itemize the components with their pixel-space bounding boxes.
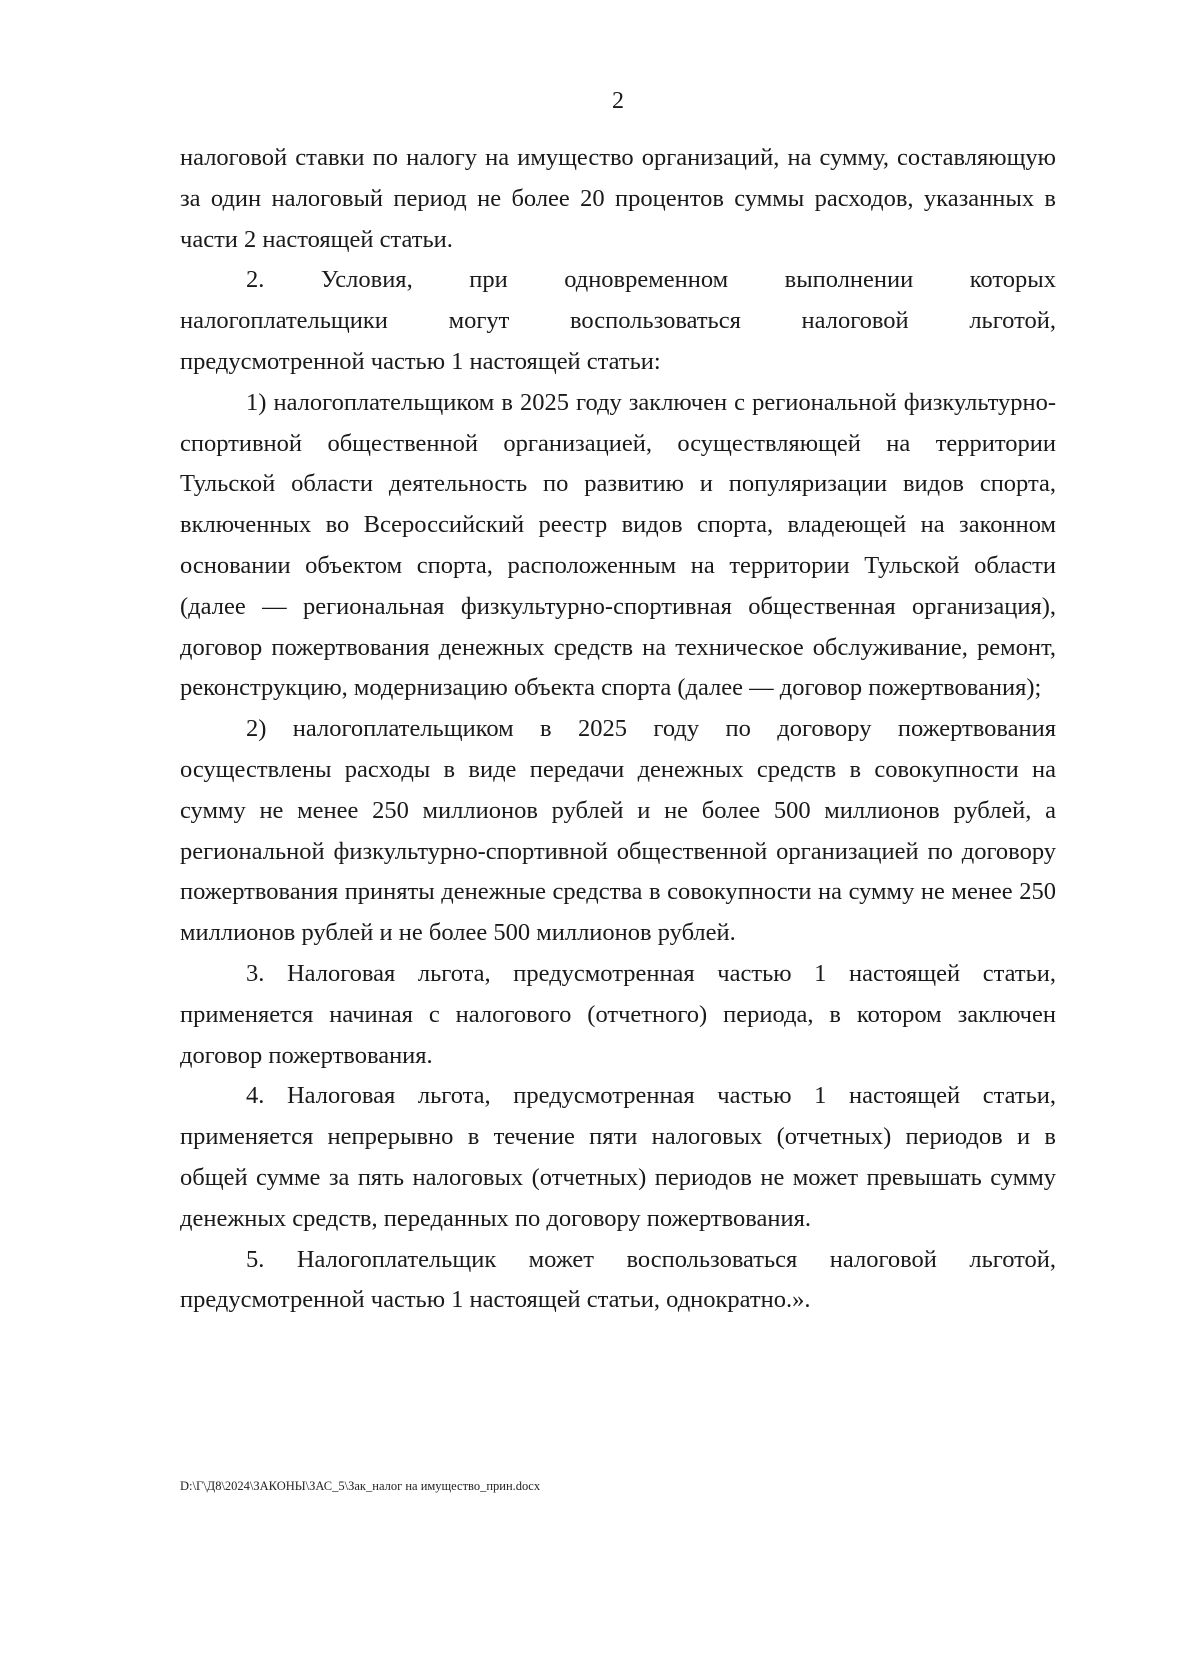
paragraph-section-2-line-3: предусмотренной частью 1 настоящей статьи: (180, 347, 661, 375)
word: льготой, (969, 307, 1056, 335)
file-path-footer: D:\Г\Д8\2024\ЗАКОНЫ\ЗАС_5\Зак_налог на имущество_прин.docx (180, 1479, 541, 1493)
paragraph-section-2 (180, 260, 1056, 382)
word: которых (969, 266, 1056, 294)
word: налогоплательщики (180, 307, 388, 335)
paragraph-section-5: 5. Налогоплательщик может воспользоваться налоговой льготой, предусмотренной частью 1 настоящей статьи, однократно.». (180, 1245, 1056, 1314)
word: налоговой (801, 307, 909, 335)
word: Условия, (320, 266, 413, 294)
word: одновременном (564, 266, 729, 294)
word: при (469, 266, 508, 294)
paragraph-item-2: 2) налогоплательщиком в 2025 году по договору пожертвования осуществлены расходы в виде передачи денежных средств в совокупности на сумму не менее 250 миллионов рублей и не более 500 миллионов рублей, а региональной физкультурно-спортивной общественной организацией по договору пожертвования приняты денежные средства в совокупности на сумму не менее 250 миллионов рублей и не более 500 миллионов рублей. (180, 715, 1056, 947)
paragraph-continuation: налоговой ставки по налогу на имущество организаций, на сумму, составляющую за один налоговый период не более 20 процентов суммы расходов, указанных в части 2 настоящей статьи. (180, 144, 1056, 253)
word: 2. (246, 266, 265, 294)
paragraph-section-2-line-1 (180, 260, 1056, 301)
paragraph-item-1: 1) налогоплательщиком в 2025 году заключен с региональной физкультурно-спортивной общественной организацией, осуществляющей на территории Тульской области деятельность по развитию и популяризации видов спорта, включенных во Всероссийский реестр видов спорта, владеющей на законном основании объектом спорта, расположенным на территории Тульской области (далее — региональная физкультурно-спортивная общественная организация), договор пожертвования денежных средств на техническое обслуживание, ремонт, реконструкцию, модернизацию объекта спорта (далее — договор пожертвования); (180, 388, 1056, 702)
page-number: 2 (612, 88, 624, 114)
paragraph-section-4: 4. Налоговая льгота, предусмотренная частью 1 настоящей статьи, применяется непрерывно в течение пяти налоговых (отчетных) периодов и в общей сумме за пять налоговых (отчетных) периодов не может превышать сумму денежных средств, переданных по договору пожертвования. (180, 1082, 1056, 1232)
word: выполнении (784, 266, 914, 294)
paragraph-section-2-line-2 (180, 301, 1056, 342)
document-body (180, 138, 1056, 1321)
word: воспользоваться (570, 307, 741, 335)
paragraph-section-3: 3. Налоговая льгота, предусмотренная частью 1 настоящей статьи, применяется начиная с налогового (отчетного) периода, в котором заключен договор пожертвования. (180, 959, 1056, 1069)
word: могут (448, 307, 510, 335)
